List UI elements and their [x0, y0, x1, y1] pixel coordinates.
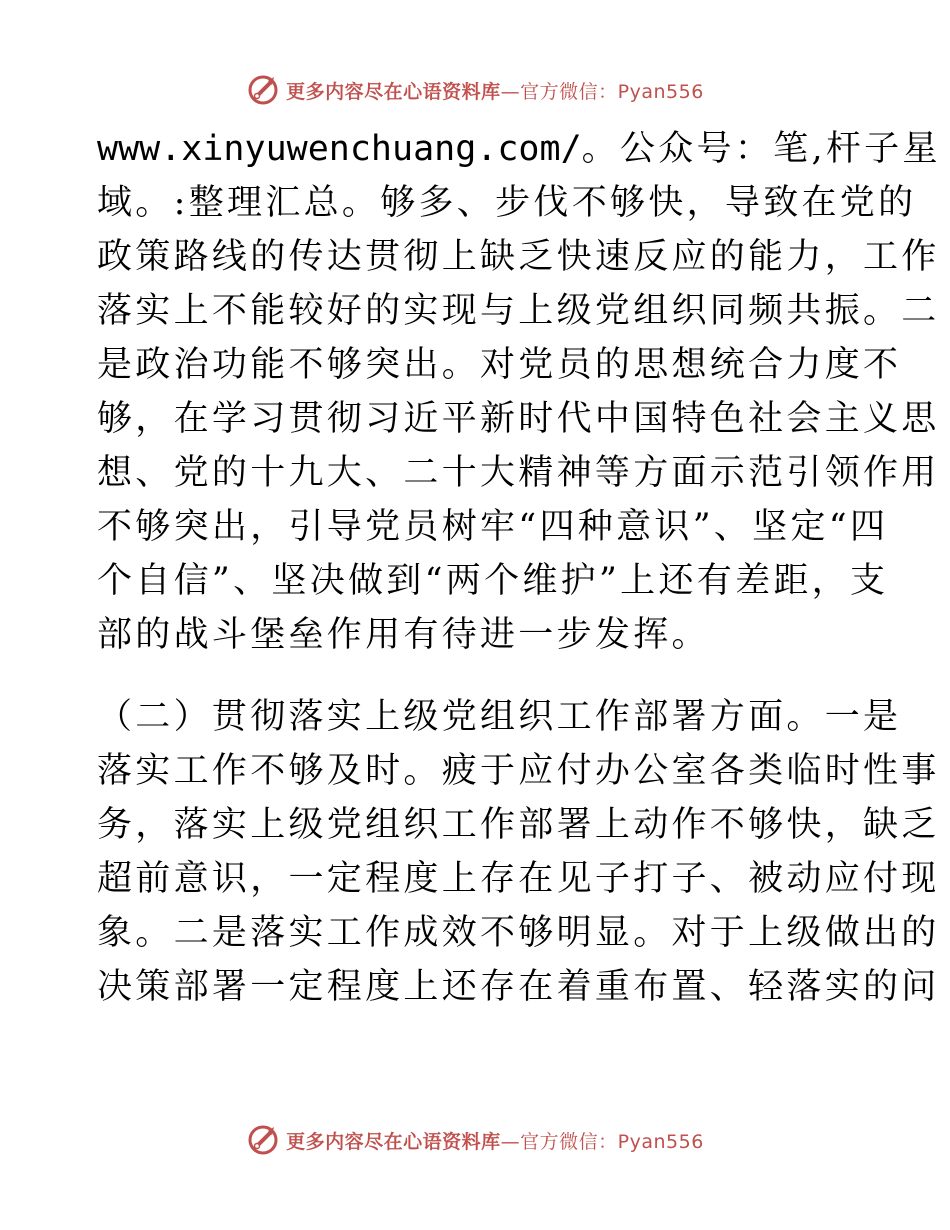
watermark-text — [286, 1127, 704, 1154]
text-line-12: 落实工作不够及时。疲于应付办公室各类临时性事 — [97, 751, 940, 791]
header-watermark — [0, 70, 950, 110]
text-line-9: 个自信”、坚决做到“两个维护”上还有差距，支 — [97, 561, 889, 601]
watermark-separator: — — [500, 1130, 521, 1153]
text-line-15: 象。二是落实工作成效不够明显。对于上级做出的 — [97, 913, 940, 953]
text-line-14: 超前意识，一定程度上存在见子打子、被动应付现 — [97, 859, 940, 899]
text-line-13: 务，落实上级党组织工作部署上动作不够快，缺乏 — [97, 805, 940, 845]
watermark-brand: 更多内容尽在心语资料库 — [286, 1130, 501, 1153]
brand-logo-icon — [246, 1123, 280, 1157]
watermark-text — [286, 77, 704, 104]
text-line-8: 不够突出，引导党员树牢“四种意识”、坚定“四 — [97, 507, 889, 547]
watermark-separator: — — [500, 80, 521, 103]
brand-logo-icon — [246, 73, 280, 107]
text-line-2: 域。:整理汇总。够多、步伐不够快，导致在党的 — [97, 183, 917, 223]
text-line-5: 是政治功能不够突出。对党员的思想统合力度不 — [97, 345, 902, 385]
text-line-7: 想、党的十九大、二十大精神等方面示范引领作用 — [97, 453, 940, 493]
text-line-6: 够，在学习贯彻习近平新时代中国特色社会主义思 — [97, 399, 940, 439]
section-heading-line: （二）贯彻落实上级党组织工作部署方面。一是 — [97, 697, 902, 737]
watermark-contact: 官方微信：Pyan556 — [520, 80, 704, 103]
watermark-brand: 更多内容尽在心语资料库 — [286, 80, 501, 103]
footer-watermark — [0, 1120, 950, 1160]
text-line-1 — [97, 122, 941, 176]
website-url: www.xinyuwenchuang.com/ — [97, 129, 582, 169]
text-line-16: 决策部署一定程度上还存在着重布置、轻落实的问 — [97, 967, 940, 1007]
document-body — [97, 122, 941, 1014]
text-line-3: 政策路线的传达贯彻上缺乏快速反应的能力，工作 — [97, 237, 940, 277]
watermark-contact: 官方微信：Pyan556 — [520, 1130, 704, 1153]
text-line-4: 落实上不能较好的实现与上级党组织同频共振。二 — [97, 291, 940, 331]
paragraph-gap — [97, 662, 857, 690]
text-line-10: 部的战斗堡垒作用有待进一步发挥。 — [97, 615, 710, 655]
text-line-1-rest: 。公众号：笔,杆子星 — [581, 129, 941, 169]
